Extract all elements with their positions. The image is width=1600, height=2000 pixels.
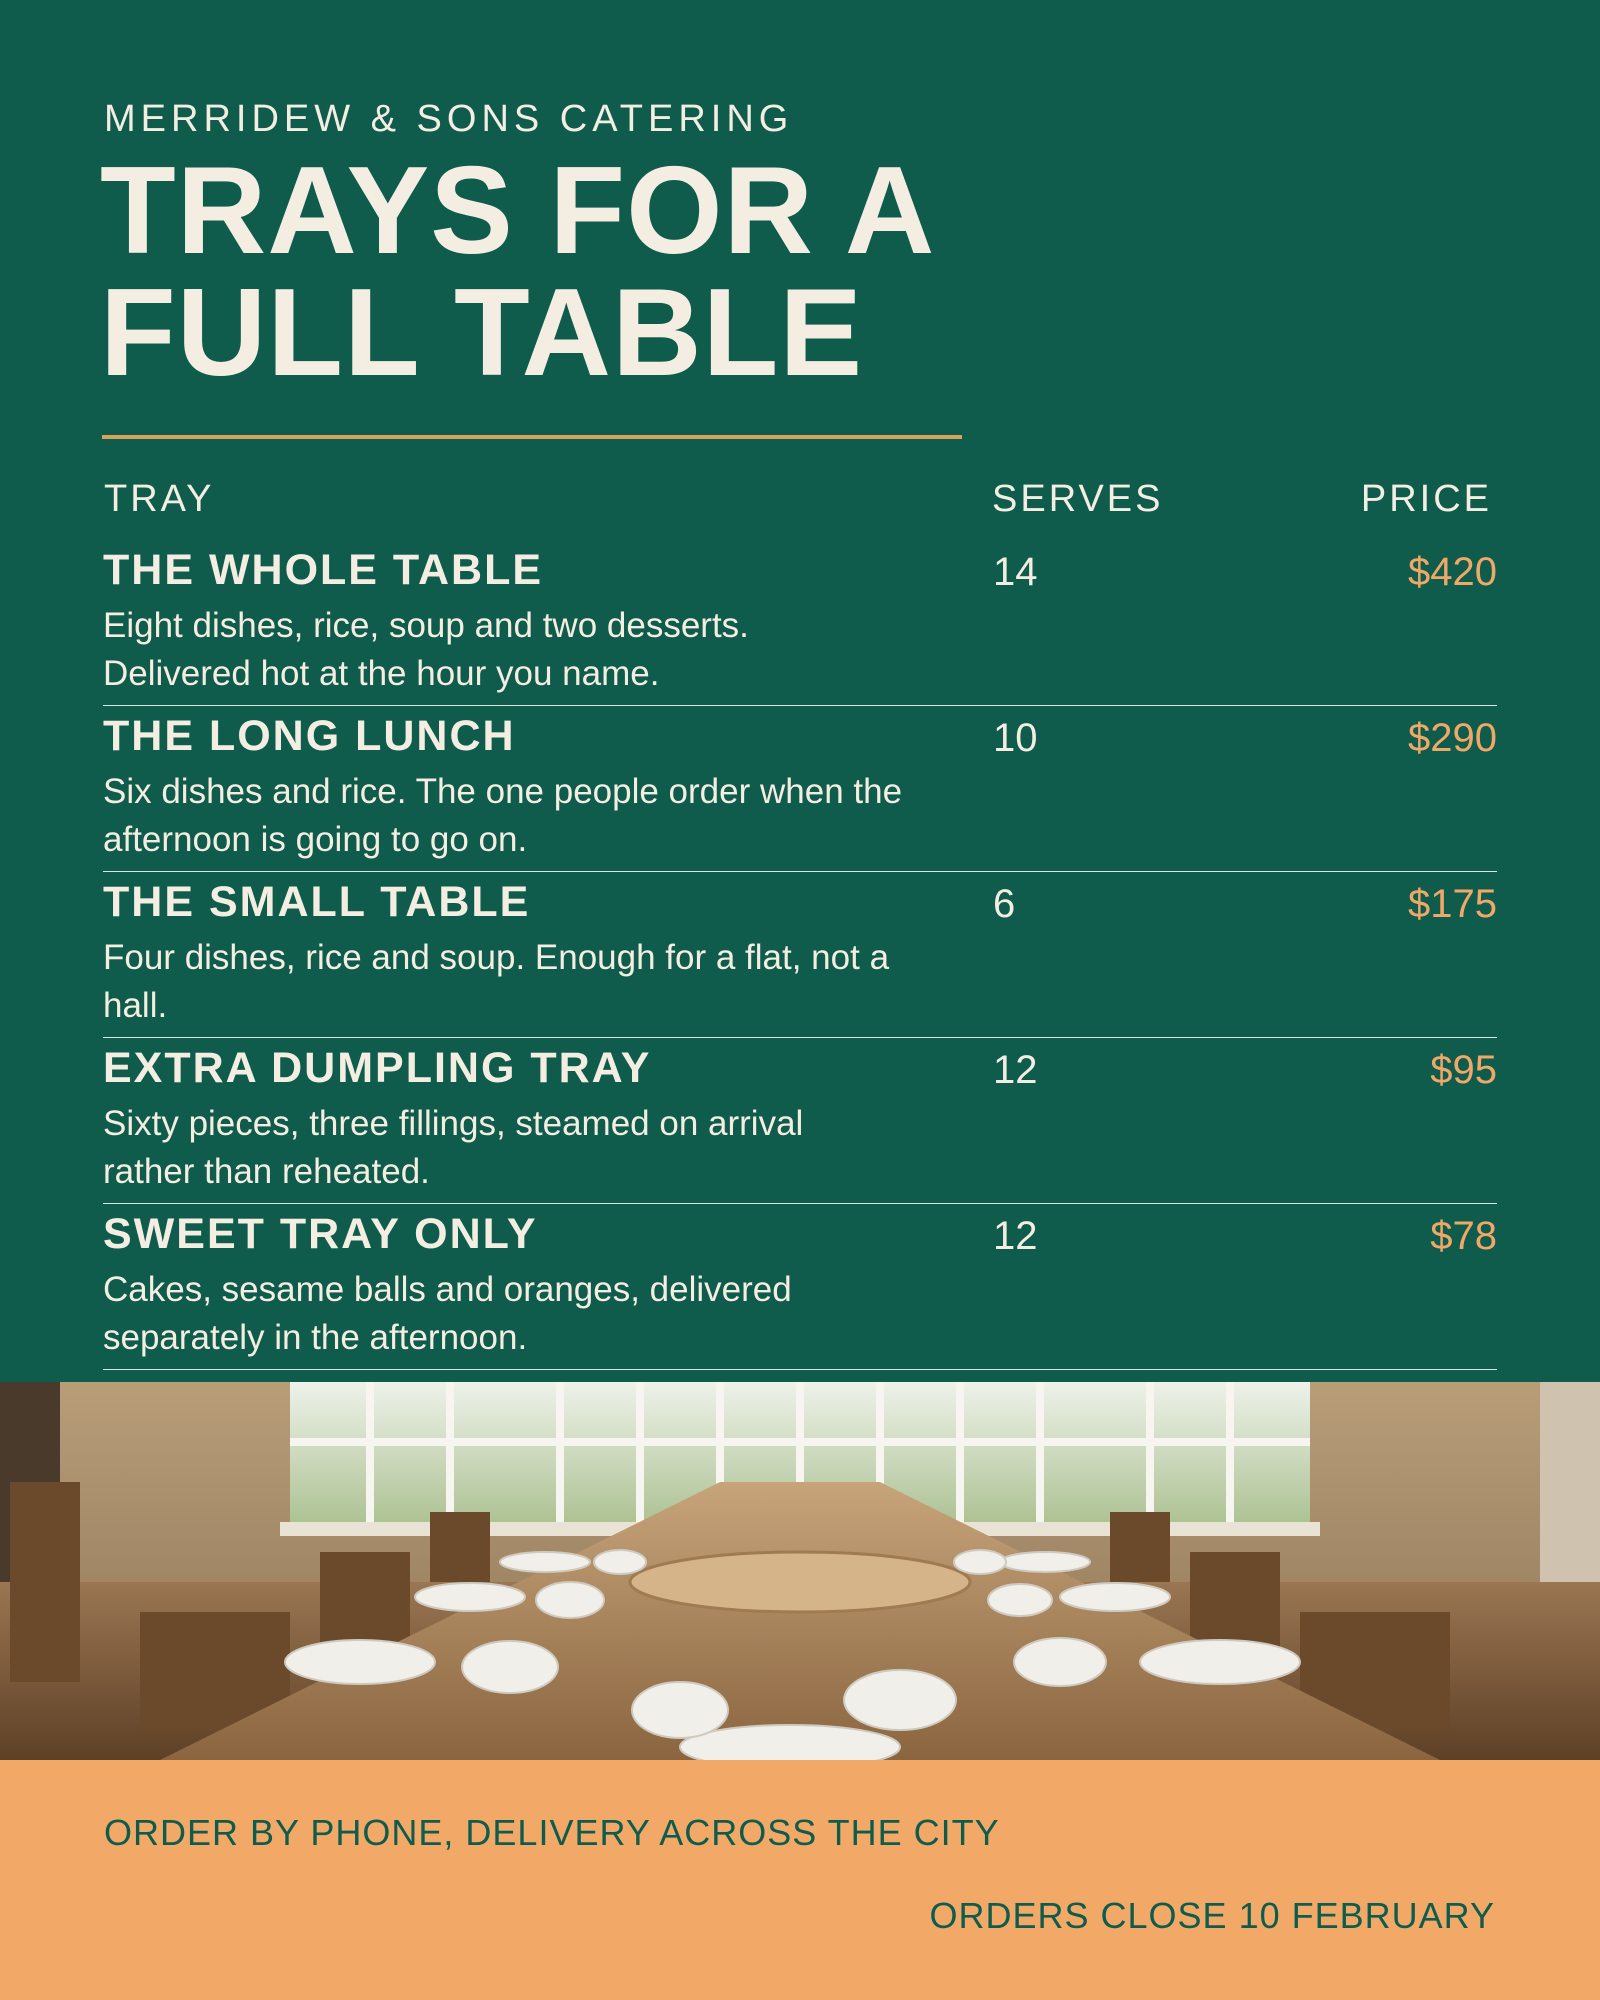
table-row [103, 1204, 1497, 1370]
table-row [103, 872, 1497, 1038]
tray-price: $78 [1430, 1214, 1497, 1258]
tray-serves: 10 [993, 716, 1038, 760]
tray-description: Four dishes, rice and soup. Enough for a flat, not a hall. [103, 938, 890, 1025]
title-line-1: TRAYS FOR A [100, 142, 936, 280]
tray-price: $420 [1408, 550, 1497, 594]
tray-price: $175 [1408, 882, 1497, 926]
tray-serves: 14 [993, 550, 1038, 594]
tray-name: THE WHOLE TABLE [103, 546, 544, 594]
tray-name: SWEET TRAY ONLY [103, 1210, 538, 1258]
order-deadline: ORDERS CLOSE 10 FEBRUARY [929, 1895, 1495, 1936]
title-line-2: FULL TABLE [100, 264, 864, 402]
page-title [100, 142, 1300, 402]
table-row [103, 1038, 1497, 1204]
tray-serves: 6 [993, 882, 1016, 926]
tray-name: EXTRA DUMPLING TRAY [103, 1044, 652, 1092]
delivery-note: ORDER BY PHONE, DELIVERY ACROSS THE CITY [104, 1812, 1000, 1853]
footer-band [0, 1760, 1600, 2000]
tray-price: $95 [1430, 1048, 1497, 1092]
tray-description: Sixty pieces, three fillings, steamed on arrival rather than reheated. [103, 1104, 804, 1191]
table-row [103, 706, 1497, 872]
dining-table-photo [0, 1382, 1600, 1760]
tray-description: Eight dishes, rice, soup and two desserts. Delivered hot at the hour you name. [103, 606, 749, 693]
column-header-price: PRICE [1360, 478, 1492, 520]
brand-name: MERRIDEW & SONS CATERING [104, 98, 794, 140]
tray-name: THE LONG LUNCH [103, 712, 516, 760]
tray-name: THE SMALL TABLE [103, 878, 531, 926]
tray-price: $290 [1408, 716, 1497, 760]
column-header-serves: SERVES [992, 478, 1164, 520]
table-row [103, 540, 1497, 706]
column-header-tray: TRAY [104, 478, 215, 520]
title-divider [102, 435, 962, 439]
tray-serves: 12 [993, 1048, 1038, 1092]
tray-description: Six dishes and rice. The one people order when the afternoon is going to go on. [103, 772, 903, 859]
tray-description: Cakes, sesame balls and oranges, delivered separately in the afternoon. [103, 1270, 792, 1357]
tray-list [103, 540, 1497, 1370]
tray-serves: 12 [993, 1214, 1038, 1258]
